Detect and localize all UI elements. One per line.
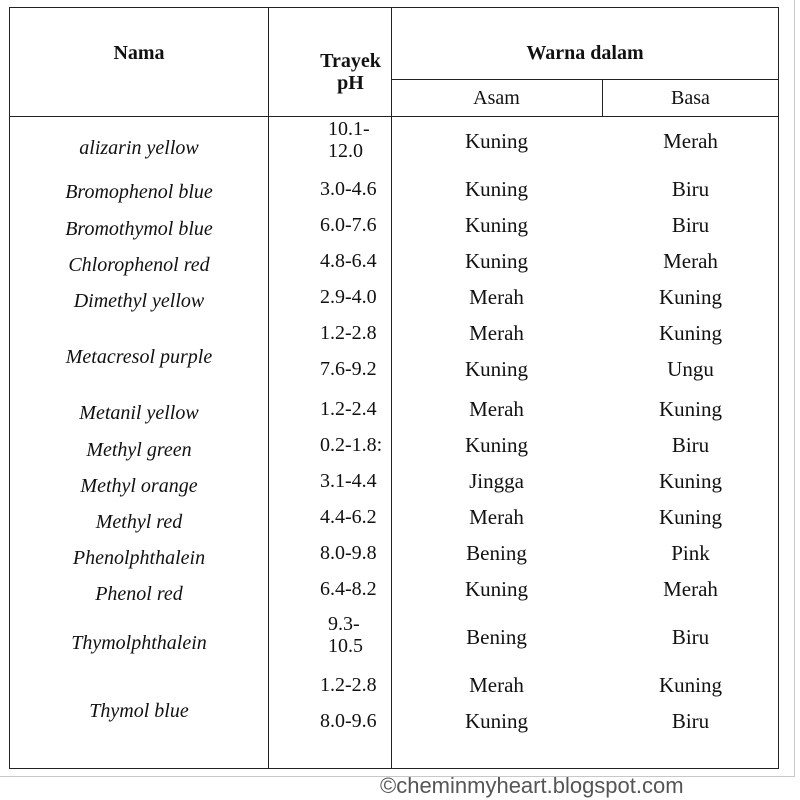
header-basa: Basa bbox=[671, 87, 710, 109]
row-asam: Merah bbox=[469, 505, 524, 529]
row-basa: Kuning bbox=[659, 469, 722, 493]
row-asam: Kuning bbox=[465, 129, 528, 153]
row-nama: Dimethyl yellow bbox=[73, 290, 205, 312]
row-asam: Merah bbox=[469, 285, 524, 309]
col-divider-1 bbox=[268, 8, 269, 768]
indicator-table bbox=[9, 7, 779, 769]
row-nama: Methyl red bbox=[95, 511, 183, 533]
row-ph: 12.0 bbox=[328, 140, 363, 162]
row-basa: Biru bbox=[671, 177, 710, 201]
row-ph: 2.9-4.0 bbox=[320, 286, 377, 308]
row-nama: Methyl green bbox=[86, 439, 192, 461]
row-ph: 9.3- bbox=[328, 613, 360, 635]
watermark: ©cheminmyheart.blogspot.com bbox=[380, 773, 684, 798]
row-basa: Merah bbox=[663, 129, 718, 153]
row-ph: 6.0-7.6 bbox=[320, 214, 377, 236]
header-warna: Warna dalam bbox=[526, 42, 644, 64]
row-nama: Bromophenol blue bbox=[65, 181, 213, 203]
row-nama: alizarin yellow bbox=[79, 137, 199, 159]
row-nama: Metacresol purple bbox=[65, 346, 213, 368]
row-ph: 0.2-1.8: bbox=[320, 434, 383, 456]
row-ph: 10.1- bbox=[328, 118, 370, 140]
row-basa: Biru bbox=[671, 213, 710, 237]
header-asam: Asam bbox=[473, 87, 520, 109]
row-ph: 3.1-4.4 bbox=[320, 470, 377, 492]
row-basa: Merah bbox=[663, 249, 718, 273]
row-asam: Bening bbox=[466, 541, 527, 565]
row-asam: Merah bbox=[469, 397, 524, 421]
row-ph: 6.4-8.2 bbox=[320, 578, 377, 600]
row-asam: Kuning bbox=[465, 433, 528, 457]
row-basa: Biru bbox=[671, 433, 710, 457]
row-asam: Kuning bbox=[465, 213, 528, 237]
row-basa: Kuning bbox=[659, 321, 722, 345]
row-nama: Thymol blue bbox=[89, 700, 189, 722]
row-basa: Biru bbox=[671, 709, 710, 733]
row-ph: 7.6-9.2 bbox=[320, 358, 377, 380]
row-asam: Kuning bbox=[465, 177, 528, 201]
row-basa: Pink bbox=[671, 541, 710, 565]
row-asam: Kuning bbox=[465, 357, 528, 381]
col-divider-2 bbox=[391, 8, 392, 768]
row-basa: Biru bbox=[671, 625, 710, 649]
row-asam: Kuning bbox=[465, 709, 528, 733]
row-basa: Kuning bbox=[659, 397, 722, 421]
row-asam: Merah bbox=[469, 673, 524, 697]
row-basa: Merah bbox=[663, 577, 718, 601]
row-nama: Phenol red bbox=[95, 583, 183, 605]
row-asam: Jingga bbox=[469, 469, 524, 493]
row-ph: 10.5 bbox=[328, 635, 363, 657]
row-asam: Kuning bbox=[465, 249, 528, 273]
row-nama: Metanil yellow bbox=[79, 402, 199, 424]
header-ph: pH bbox=[337, 72, 364, 94]
row-ph: 8.0-9.6 bbox=[320, 710, 377, 732]
header-nama: Nama bbox=[113, 42, 165, 64]
row-ph: 8.0-9.8 bbox=[320, 542, 377, 564]
row-nama: Bromothymol blue bbox=[65, 218, 213, 240]
row-nama: Thymolphthalein bbox=[71, 632, 207, 654]
row-ph: 4.8-6.4 bbox=[320, 250, 377, 272]
row-nama: Phenolphthalein bbox=[72, 547, 206, 569]
row-ph: 1.2-2.4 bbox=[320, 398, 377, 420]
row-basa: Kuning bbox=[659, 673, 722, 697]
row-nama: Chlorophenol red bbox=[68, 254, 210, 276]
header-bottom-line bbox=[10, 116, 778, 117]
row-asam: Bening bbox=[466, 625, 527, 649]
row-basa: Ungu bbox=[667, 357, 714, 381]
row-nama: Methyl orange bbox=[80, 475, 198, 497]
row-ph: 3.0-4.6 bbox=[320, 178, 377, 200]
row-asam: Merah bbox=[469, 321, 524, 345]
row-ph: 1.2-2.8 bbox=[320, 674, 377, 696]
header-trayek: Trayek bbox=[320, 50, 381, 72]
row-basa: Kuning bbox=[659, 505, 722, 529]
row-basa: Kuning bbox=[659, 285, 722, 309]
row-ph: 1.2-2.8 bbox=[320, 322, 377, 344]
row-asam: Kuning bbox=[465, 577, 528, 601]
row-ph: 4.4-6.2 bbox=[320, 506, 377, 528]
